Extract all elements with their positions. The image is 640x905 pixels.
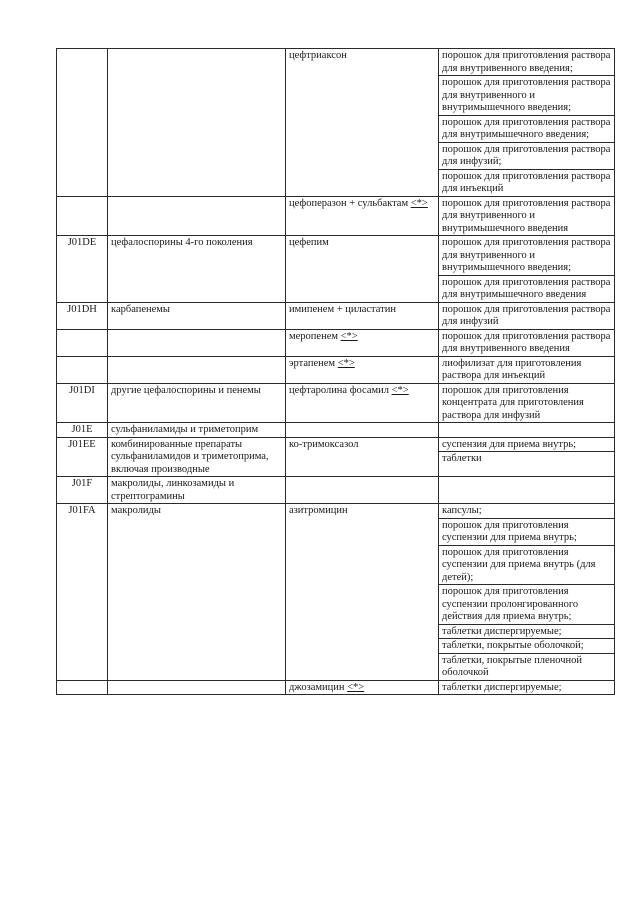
dosage-forms-cell — [439, 504, 615, 681]
dosage-form-item: порошок для приготовления суспензии для приема внутрь (для детей); — [439, 545, 614, 585]
dosage-forms-cell — [439, 329, 615, 356]
drug-name: цефепим — [289, 237, 329, 248]
dosage-form-item: порошок для приготовления раствора для внутривенного введения; — [442, 50, 611, 74]
drug-name-cell — [286, 383, 439, 423]
table-row — [57, 423, 615, 438]
drug-name: цефтриаксон — [289, 50, 347, 61]
dosage-form-item: порошок для приготовления суспензии пролонгированного действия для приема внутрь; — [439, 584, 614, 624]
table-row — [57, 477, 615, 504]
drug-name-cell — [286, 423, 439, 438]
dosage-forms-cell — [439, 423, 615, 438]
drug-name-cell — [286, 302, 439, 329]
dosage-form-item: порошок для приготовления раствора для внутривенного и внутримышечного введения — [442, 197, 611, 234]
atc-code-cell: J01F — [57, 477, 108, 504]
drug-name-cell — [286, 196, 439, 236]
drug-name-cell — [286, 504, 439, 681]
footnote-marker-link[interactable]: <*> — [410, 197, 428, 209]
atc-code-cell: J01DI — [57, 383, 108, 423]
atc-code-cell: J01DH — [57, 302, 108, 329]
dosage-forms-cell — [439, 196, 615, 236]
drug-name: джозамицин — [289, 681, 345, 693]
table-row — [57, 356, 615, 383]
dosage-form-item: таблетки — [439, 451, 614, 466]
footnote-marker-link[interactable]: <*> — [337, 357, 355, 369]
table-row — [57, 49, 615, 197]
atc-code-cell: J01EE — [57, 437, 108, 477]
atc-code-cell: J01E — [57, 423, 108, 438]
atc-code-cell — [57, 680, 108, 695]
dosage-form-item: порошок для приготовления раствора для внутримышечного введения; — [439, 115, 614, 142]
drug-list-table — [56, 48, 615, 695]
atc-code-cell — [57, 356, 108, 383]
anatomical-group-cell — [108, 49, 286, 197]
dosage-form-item: таблетки диспергируемые; — [439, 624, 614, 639]
anatomical-group-cell: другие цефалоспорины и пенемы — [108, 383, 286, 423]
dosage-forms-cell — [439, 437, 615, 477]
dosage-forms-cell — [439, 383, 615, 423]
dosage-form-item: таблетки диспергируемые; — [442, 681, 562, 693]
anatomical-group-cell — [108, 680, 286, 695]
table-row — [57, 236, 615, 303]
dosage-forms-cell — [439, 477, 615, 504]
dosage-form-item: порошок для приготовления суспензии для приема внутрь; — [439, 518, 614, 545]
drug-name-cell — [286, 437, 439, 477]
dosage-form-item: порошок для приготовления раствора для внутривенного и внутримышечного введения; — [439, 75, 614, 115]
drug-name: цефоперазон + сульбактам — [289, 197, 409, 209]
dosage-forms-cell — [439, 302, 615, 329]
table-row — [57, 504, 615, 681]
dosage-form-item: порошок для приготовления раствора для инфузий; — [439, 142, 614, 169]
dosage-forms-cell — [439, 49, 615, 197]
dosage-form-item: порошок для приготовления концентрата для приготовления раствора для инфузий — [442, 384, 584, 421]
dosage-form-item: порошок для приготовления раствора для инъекций — [439, 169, 614, 196]
drug-name-cell — [286, 49, 439, 197]
dosage-form-item: порошок для приготовления раствора для инфузий — [442, 303, 611, 327]
drug-name: эртапенем — [289, 357, 336, 369]
table-row — [57, 329, 615, 356]
drug-name-cell — [286, 680, 439, 695]
footnote-marker-link[interactable]: <*> — [340, 330, 358, 342]
anatomical-group-cell — [108, 356, 286, 383]
atc-code-cell — [57, 49, 108, 197]
footnote-marker-link[interactable]: <*> — [347, 681, 365, 693]
atc-code-cell: J01FA — [57, 504, 108, 681]
anatomical-group-cell: комбинированные препараты сульфаниламидов и триметоприма, включая производные — [108, 437, 286, 477]
anatomical-group-cell: карбапенемы — [108, 302, 286, 329]
drug-name-cell — [286, 356, 439, 383]
drug-name: ко-тримоксазол — [289, 438, 359, 450]
dosage-forms-cell — [439, 680, 615, 695]
drug-list-body — [57, 49, 615, 695]
drug-name-cell — [286, 477, 439, 504]
drug-name: цефтаролина фосамил — [289, 384, 389, 396]
drug-name: меропенем — [289, 330, 339, 342]
footnote-marker-link[interactable]: <*> — [391, 384, 409, 396]
drug-name: имипенем + циластатин — [289, 303, 396, 315]
table-row — [57, 196, 615, 236]
dosage-forms-cell — [439, 356, 615, 383]
dosage-form-item: лиофилизат для приготовления раствора для инъекций — [442, 357, 582, 381]
table-row — [57, 383, 615, 423]
atc-code-cell — [57, 329, 108, 356]
drug-name: азитромицин — [289, 505, 348, 516]
drug-name-cell — [286, 236, 439, 303]
dosage-form-item: капсулы; — [442, 505, 482, 516]
anatomical-group-cell: макролиды — [108, 504, 286, 681]
anatomical-group-cell: макролиды, линкозамиды и стрептограмины — [108, 477, 286, 504]
atc-code-cell: J01DE — [57, 236, 108, 303]
table-row — [57, 437, 615, 477]
dosage-form-item: таблетки, покрытые пленочной оболочкой — [439, 653, 614, 680]
dosage-form-item: порошок для приготовления раствора для внутривенного введения — [442, 330, 611, 354]
anatomical-group-cell — [108, 196, 286, 236]
table-row — [57, 302, 615, 329]
anatomical-group-cell: сульфаниламиды и триметоприм — [108, 423, 286, 438]
anatomical-group-cell — [108, 329, 286, 356]
dosage-form-item: суспензия для приема внутрь; — [442, 438, 577, 450]
dosage-form-item: порошок для приготовления раствора для внутримышечного введения — [439, 275, 614, 302]
anatomical-group-cell: цефалоспорины 4-го поколения — [108, 236, 286, 303]
table-row — [57, 680, 615, 695]
dosage-forms-cell — [439, 236, 615, 303]
dosage-form-item: таблетки, покрытые оболочкой; — [439, 638, 614, 653]
atc-code-cell — [57, 196, 108, 236]
dosage-form-item: порошок для приготовления раствора для внутривенного и внутримышечного введения; — [442, 237, 611, 273]
drug-name-cell — [286, 329, 439, 356]
